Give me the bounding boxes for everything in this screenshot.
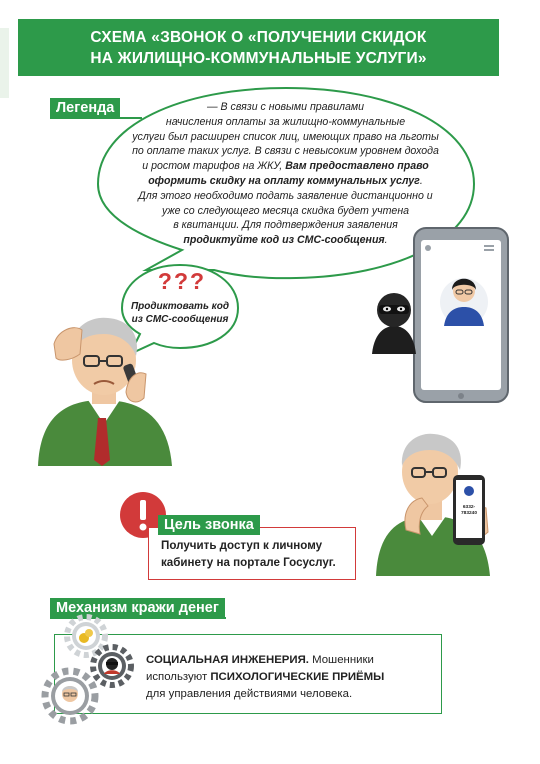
quote-line-2: начисления оплаты за жилищно-коммунальные [165, 115, 406, 128]
title-line-1: СХЕМА «ЗВОНОК О «ПОЛУЧЕНИИ СКИДОК [90, 29, 427, 46]
quote-line-6-b: оформить скидку на оплату коммунальных услуг [148, 174, 420, 187]
thief-gear-icon [93, 647, 131, 685]
quote-line-5-b: Вам предоставлено право [285, 160, 429, 173]
quote-line-1: — В связи с новыми правилами [207, 101, 364, 113]
quote-line-3: услуги был расширен список лиц, имеющих право на льготы [132, 130, 439, 143]
quote-line-9: в квитанции. Для подтверждения заявления [173, 219, 398, 232]
mechanism-tag: Механизм кражи денег [50, 598, 225, 618]
mechanism-line-1-rest: Мошенники [308, 654, 374, 666]
mechanism-line-1 [146, 652, 384, 669]
mechanism-text [146, 652, 384, 703]
elderly-man-gear-icon [45, 671, 95, 721]
mechanism-line-2 [146, 669, 384, 686]
quote-line-10-b: продиктуйте код из СМС-сообщения [183, 234, 385, 247]
victim-bubble-line-2: из СМС-сообщения [131, 314, 229, 325]
victim-bubble-line-1: Продиктовать код [130, 301, 230, 312]
question-marks: ??? [157, 268, 207, 294]
small-phone-line-1: 6332- [462, 505, 476, 510]
goal-text-line-1: Получить доступ к личному [161, 539, 323, 552]
quote-line-10-dot: . [384, 234, 388, 247]
gears-cluster [32, 614, 142, 754]
mechanism-line-2-caps: ПСИХОЛОГИЧЕСКИЕ ПРИЁМЫ [210, 671, 385, 683]
quote-line-6 [108, 174, 463, 189]
quote-line-8: уже со следующего месяца скидка будет учтена [161, 204, 410, 217]
thief-figure [370, 288, 416, 354]
mechanism-line-2-pre: используют [146, 671, 211, 683]
legend-tag: Легенда [50, 98, 120, 118]
mechanism-line-1-bold: СОЦИАЛЬНАЯ ИНЖЕНЕРИЯ. [146, 654, 309, 666]
quote-line-5-a: и ростом тарифов на ЖКУ, [142, 160, 286, 173]
quote-line-5 [108, 159, 463, 174]
left-decor-strip [0, 28, 9, 98]
legend-quote [108, 100, 463, 248]
quote-line-7: Для этого необходимо подать заявление дистанционно и [138, 189, 433, 202]
quote-line-10 [108, 233, 463, 248]
mechanism-line-3: для управления действиями человека. [146, 688, 353, 700]
goal-text-line-2: кабинету на портале Госуслуг. [161, 556, 336, 569]
worried-elderly-man [30, 300, 180, 466]
page-title [18, 19, 499, 76]
goal-tag: Цель звонка [158, 515, 260, 535]
person-icon [438, 266, 490, 330]
quote-line-4: по оплате таких услуг. В связи с невысоким уровнем дохода [132, 145, 439, 158]
title-line-2: НА ЖИЛИЩНО-КОММУНАЛЬНЫЕ УСЛУГИ» [90, 50, 427, 67]
quote-line-6-dot: . [419, 174, 423, 187]
small-phone-screen-text [456, 505, 482, 517]
small-phone-line-2: 783240 [460, 511, 477, 516]
